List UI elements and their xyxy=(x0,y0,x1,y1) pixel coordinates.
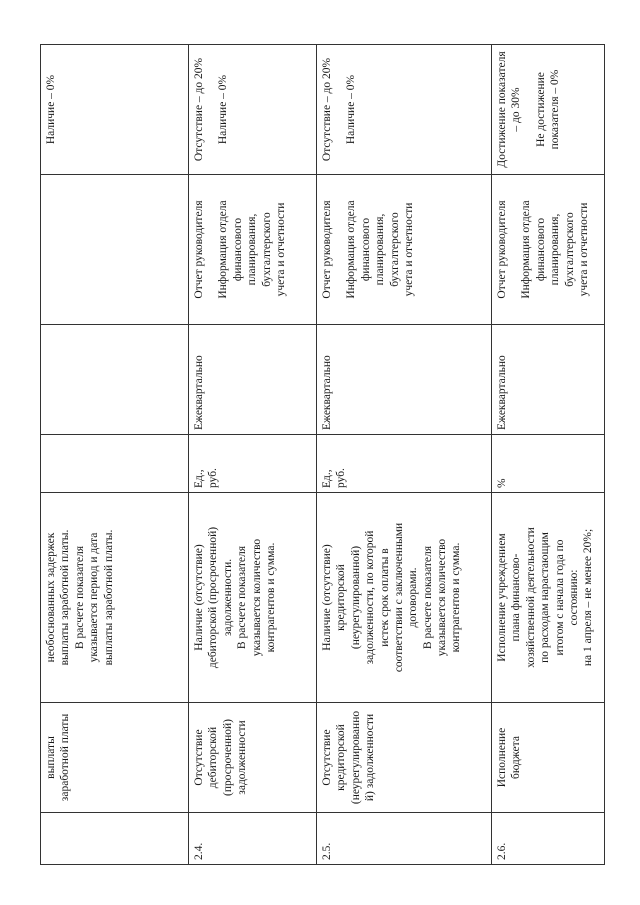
cell-indicator-name xyxy=(41,703,189,813)
text-line: планирования, xyxy=(246,213,259,286)
text-line: Отсутствие – до 20% xyxy=(321,57,333,162)
text-line: договорами. xyxy=(407,567,420,628)
cell-number: 2.5. xyxy=(317,813,492,865)
text-line: бухгалтерского xyxy=(563,212,576,287)
text-line: Информация отдела xyxy=(520,200,533,299)
text-line: заработной платы xyxy=(59,713,72,802)
text-line: кредиторской xyxy=(335,564,348,631)
text-line: руб. xyxy=(335,468,348,488)
text-line: показателя – 0% xyxy=(549,69,562,150)
text-line: Ед., xyxy=(193,469,205,488)
line-gap xyxy=(524,49,534,170)
text-line: соответствии с заключенными xyxy=(392,522,405,673)
text-line: по расходам нарастающим xyxy=(539,532,552,663)
criteria-table xyxy=(40,44,605,865)
cell-source xyxy=(317,175,492,325)
cell-source xyxy=(41,175,189,325)
text-line: Не достижение xyxy=(534,72,547,147)
cell-number: 2.4. xyxy=(189,813,317,865)
text-line: указывается количество xyxy=(436,538,448,657)
cell-frequency: Ежеквартально xyxy=(189,325,317,435)
text-line: кредиторской xyxy=(335,724,348,791)
text-line: Достижение показателя xyxy=(496,51,508,168)
line-gap xyxy=(206,49,216,170)
cell-unit xyxy=(189,435,317,493)
text-line: учета и отчетности xyxy=(274,202,287,297)
text-line: бухгалтерского xyxy=(388,212,401,287)
text-line: задолженности. xyxy=(221,558,234,637)
text-line: задолженности xyxy=(236,720,249,795)
text-line: дебиторской (просроченной) xyxy=(207,526,220,669)
line-gap xyxy=(334,179,344,320)
cell-frequency: Ежеквартально xyxy=(317,325,492,435)
rotated-table-container xyxy=(40,45,604,865)
text-line: В расчете показателя xyxy=(236,545,249,650)
cell-description xyxy=(41,493,189,703)
text-line: дебиторской xyxy=(207,726,220,789)
cell-criteria xyxy=(492,45,605,175)
text-line: планирования, xyxy=(549,213,562,286)
text-line: плана финансово- xyxy=(510,553,523,642)
table-row xyxy=(317,45,492,865)
text-line: В расчете показателя xyxy=(73,545,86,650)
text-line: й) задолженности xyxy=(364,713,377,802)
text-line: учета и отчетности xyxy=(402,202,415,297)
table-row xyxy=(492,45,605,865)
text-line: (неурегулированно xyxy=(349,710,362,805)
cell-description xyxy=(317,493,492,703)
text-line: Наличие – 0% xyxy=(345,74,358,145)
text-line: выплаты xyxy=(45,736,57,779)
text-line: истек срок оплаты в xyxy=(378,548,391,647)
text-line: Наличие (отсутствие) xyxy=(321,544,333,651)
cell-number: 2.6. xyxy=(492,813,605,865)
cell-source xyxy=(189,175,317,325)
text-line: финансового xyxy=(231,217,244,282)
text-line: контрагентов и сумма. xyxy=(264,542,277,653)
text-line: Отчет руководителя xyxy=(193,200,205,299)
text-line: Наличие (отсутствие) xyxy=(193,544,205,651)
cell-criteria xyxy=(189,45,317,175)
text-line: учета и отчетности xyxy=(577,202,590,297)
text-line: (неурегулированной) xyxy=(349,545,362,650)
cell-indicator-name xyxy=(189,703,317,813)
cell-description xyxy=(189,493,317,703)
cell-source xyxy=(492,175,605,325)
text-line: планирования, xyxy=(374,213,387,286)
text-line: состоянию: xyxy=(567,569,580,626)
text-line: бухгалтерского xyxy=(260,212,273,287)
text-line: % xyxy=(496,478,508,488)
text-line: на 1 апреля – не менее 20%; xyxy=(582,528,595,667)
line-gap xyxy=(509,179,519,320)
text-line: руб. xyxy=(207,468,220,488)
cell-unit xyxy=(41,435,189,493)
line-gap xyxy=(206,179,216,320)
text-line: Отчет руководителя xyxy=(496,200,508,299)
cell-frequency: Ежеквартально xyxy=(492,325,605,435)
text-line: контрагентов и сумма. xyxy=(450,542,463,653)
text-line: Исполнение учреждением xyxy=(496,533,508,662)
text-line: Исполнение xyxy=(496,727,508,788)
text-line: Отсутствие – до 20% xyxy=(193,57,205,162)
cell-frequency xyxy=(41,325,189,435)
text-line: В расчете показателя xyxy=(421,545,434,650)
text-line: Наличие – 0% xyxy=(45,74,57,145)
cell-description xyxy=(492,493,605,703)
cell-indicator-name xyxy=(492,703,605,813)
cell-criteria xyxy=(41,45,189,175)
text-line: указывается период и дата xyxy=(88,532,101,663)
cell-unit xyxy=(492,435,605,493)
cell-number xyxy=(41,813,189,865)
text-line: выплаты заработной платы. xyxy=(102,529,115,666)
table-row xyxy=(41,45,189,865)
text-line: финансового xyxy=(534,217,547,282)
text-line: указывается количество xyxy=(250,538,263,657)
text-line: выплаты заработной платы. xyxy=(59,529,72,666)
table-row xyxy=(189,45,317,865)
text-line: Отчет руководителя xyxy=(321,200,333,299)
text-line: Ед., xyxy=(321,469,333,488)
text-line: Наличие – 0% xyxy=(217,74,230,145)
cell-unit xyxy=(317,435,492,493)
line-gap xyxy=(334,49,344,170)
text-line: Информация отдела xyxy=(217,200,230,299)
text-line: Отсутствие xyxy=(193,729,205,786)
text-line: (просроченной) xyxy=(221,719,234,797)
cell-criteria xyxy=(317,45,492,175)
text-line: Отсутствие xyxy=(321,729,333,786)
text-line: хозяйственной деятельности xyxy=(524,527,537,668)
text-line: Информация отдела xyxy=(345,200,358,299)
text-line: бюджета xyxy=(510,736,523,779)
text-line: задолженности, по которой xyxy=(364,530,377,665)
text-line: необоснованных задержек xyxy=(45,532,57,663)
text-line: финансового xyxy=(359,217,372,282)
text-line: – до 30% xyxy=(510,87,523,132)
text-line: итогом с начала года по xyxy=(553,539,566,656)
cell-indicator-name xyxy=(317,703,492,813)
